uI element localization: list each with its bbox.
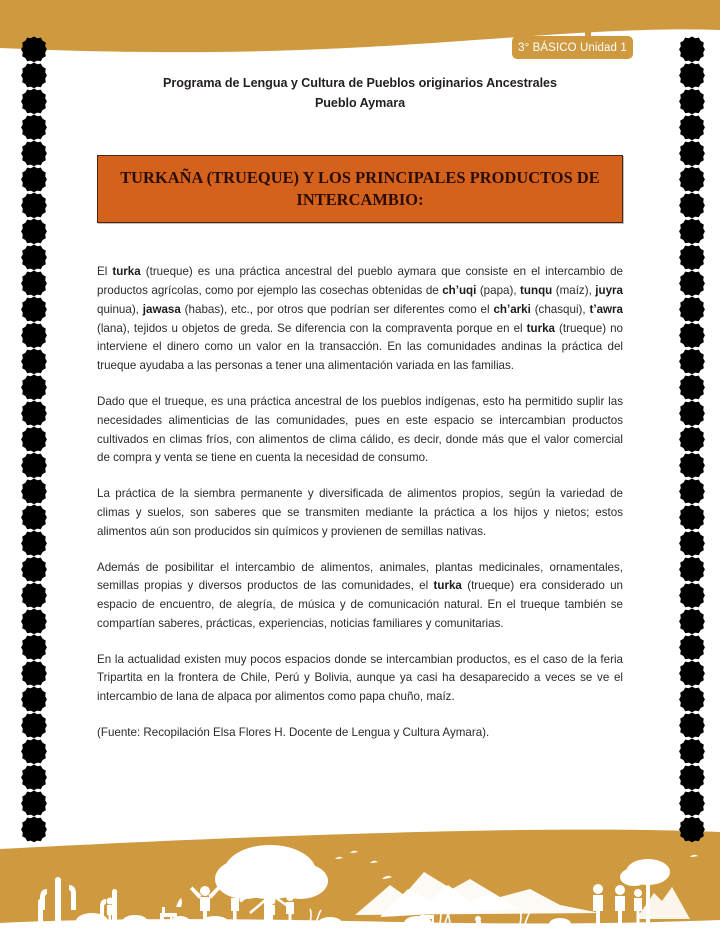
footer-landscape-illustration: [0, 827, 720, 932]
document-content: [97, 74, 623, 743]
unit-badge: 3° BÁSICO Unidad 1: [512, 36, 633, 59]
paragraph-1: [97, 263, 623, 376]
paragraph-4: [97, 559, 623, 634]
paragraph-5: En la actualidad existen muy pocos espacios donde se intercambian productos, es el caso de la feria Tripartita en la frontera de Chile, Perú y Bolivia, aunque ya casi ha desaparecido a veces se ve el intercambio de lana de alpaca por alimentos como papa chuño, maíz.: [97, 652, 623, 704]
term-charki: ch’arki: [493, 302, 531, 316]
paragraph-2: Dado que el trueque, es una práctica ancestral de los pueblos indígenas, esto ha permitido suplir las necesidades alimenticias de las comunidades, pues en este espacio se intercambian productos cultivados en climas fríos, con alimentos de clima cálido, es decir, donde más que el valor comercial de compra y venta se tiene en cuenta la necesidad de consumo.: [97, 395, 623, 465]
p1-seg-h: (lana), tejidos u objetos de greda. Se diferencia con la compraventa porque en el: [97, 321, 527, 335]
left-decorative-border: [21, 36, 47, 856]
p1-seg-d: (maíz),: [552, 284, 596, 298]
p1-seg-e: quinua),: [97, 302, 143, 316]
right-decorative-border: [679, 36, 705, 856]
page-title-line-2: Pueblo Aymara: [314, 95, 406, 110]
page-title: [97, 74, 623, 113]
p1-seg-a: El: [97, 265, 113, 279]
term-turka-2: turka: [526, 321, 555, 335]
term-tawra: t’awra: [589, 302, 623, 316]
term-juyra: juyra: [595, 284, 623, 298]
p1-seg-f: (habas), etc., por otros que podrían ser diferentes como el: [180, 302, 494, 316]
p4-seg-b: (trueque) era considerado un espacio de encuentro, de alegría, de música y de comunicación natural. En el trueque también se compartían saberes, prácticas, experiencias, noticias familiares y comunitarias.: [97, 579, 624, 630]
term-tunqu: tunqu: [520, 284, 553, 298]
section-heading-banner: TURKAÑA (TRUEQUE) Y LOS PRINCIPALES PRODUCTOS DE INTERCAMBIO:: [97, 155, 623, 223]
p4-seg-a: Además de posibilitar el intercambio de alimentos, animales, plantas medicinales, ornamentales, semillas propias y diversos productos de las comunidades, el: [97, 560, 623, 593]
paragraph-3: La práctica de la siembra permanente y diversificada de alimentos propios, según la variedad de climas y suelos, son saberes que se transmiten mediante la práctica a los hijos y nietos; estos alimentos aún son producidos sin químicos y provienen de semillas nativas.: [97, 487, 623, 538]
body-text: [97, 263, 623, 742]
term-chuqi: ch’uqi: [442, 284, 477, 298]
p1-seg-b: (trueque) es una práctica ancestral del pueblo aymara que consiste en el intercambio de productos agrícolas, como por ejemplo las cosechas obtenidas de: [97, 265, 623, 298]
source-attribution: (Fuente: Recopilación Elsa Flores H. Docente de Lengua y Cultura Aymara).: [97, 725, 490, 739]
p1-seg-c: (papa),: [476, 284, 521, 298]
p1-seg-g: (chasqui),: [530, 302, 590, 316]
p1-seg-i: (trueque) no interviene el dinero como un valor en la transacción. En las comunidades andinas la práctica del trueque ayudaba a las personas a tener una alimentación variada en las familias.: [97, 321, 624, 373]
term-turka-3: turka: [433, 579, 462, 593]
term-jawasa: jawasa: [142, 302, 181, 316]
page-title-line-1: Programa de Lengua y Cultura de Pueblos originarios Ancestrales: [163, 76, 557, 90]
term-turka-1: turka: [112, 265, 141, 279]
